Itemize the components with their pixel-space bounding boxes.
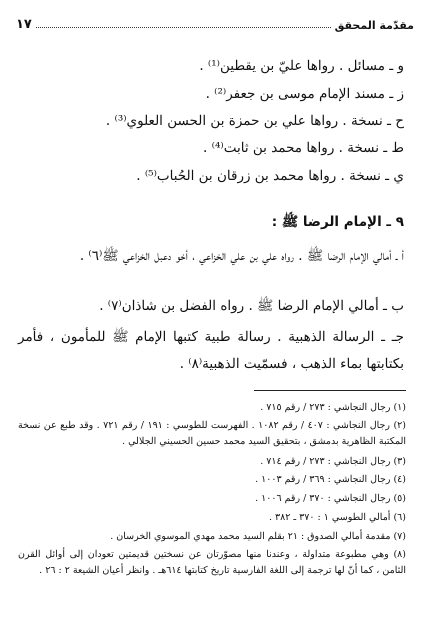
section-item: ب ـ أمالي الإمام الرضا ﷺ . رواه الفضل بن شاذان⁽٧⁾ . — [99, 298, 404, 314]
list-item: ح ـ نسخة . رواها علي بن حمزة بن الحسن العلوي⁽³⁾ . — [105, 113, 404, 129]
section-heading: ٩ ـ الإمام الرضا ﷺ : — [271, 214, 404, 230]
footnote: (٢) رجال النجاشي : ٤٠٧ / رقم ١٠٨٢ . الفهرست للطوسي : ١٩١ / رقم ٧٢١ . وقد طبع عن نسخة المكتبة الظاهرية بدمشق ، بتحقيق السيد محمد حسين الحسيني الجلالي . — [18, 420, 406, 447]
footnote: (٧) مقدمة أمالي الصدوق : ٢١ بقلم السيد محمد مهدي الموسوي الخرسان . — [110, 531, 406, 542]
list-item: و ـ مسائل . رواها عليّ بن يقطين⁽¹⁾ . — [199, 58, 404, 74]
page-number: ١٧ — [16, 17, 32, 32]
footnote: (٨) وهي مطبوعة متداولة ، وعندنا منها مصوّرتان عن نسختين قديمتين تعودان إلى أوائل القرن الثامن ، كما أنّ لها ترجمة إلى اللغة الفارسية تاريخ كتابتها ٦١٤هـ . وانظر أعيان الشيعة ٢ : ٢٦ . — [18, 549, 406, 576]
footnote: (٦) أمالي الطوسي ١ : ٣٧٠ ـ ٣٨٢ . — [268, 512, 406, 523]
running-title: مقدّمة المحقق — [334, 19, 414, 32]
section-item: جـ ـ الرسالة الذهبية . رسالة طبية كتبها الإمام ﷺ للمأمون ، فأمر بكتابتها بماء الذهب ، فسمّيت الذهبية⁽٨⁾ . — [18, 329, 404, 372]
header-dot-leader — [36, 27, 331, 28]
footnote: (١) رجال النجاشي : ٢٧٣ / رقم ٧١٥ . — [260, 402, 406, 413]
list-item: ي ـ نسخة . رواها محمد بن زرقان بن الحُباب⁽⁵⁾ . — [136, 168, 404, 184]
running-header — [16, 12, 414, 32]
list-item: ز ـ مسند الإمام موسى بن جعفر⁽²⁾ . — [205, 86, 404, 102]
section-item: أ ـ أمالي الإمام الرضا ﷺ . رواه علي بن علي الخزاعي ، أخو دعبل الخزاعي ﷺ⁽٦⁾ . — [79, 248, 404, 264]
footnote: (٤) رجال النجاشي : ٣٦٩ / رقم ١٠٠٣ . — [255, 474, 406, 485]
footnote: (٥) رجال النجاشي : ٣٧٠ / رقم ١٠٠٦ . — [255, 493, 406, 504]
footnote: (٣) رجال النجاشي : ٢٧٣ / رقم ٧١٤ . — [260, 456, 406, 467]
footnote-separator — [254, 390, 406, 391]
list-item: ط ـ نسخة . رواها محمد بن ثابت⁽⁴⁾ . — [203, 140, 404, 156]
